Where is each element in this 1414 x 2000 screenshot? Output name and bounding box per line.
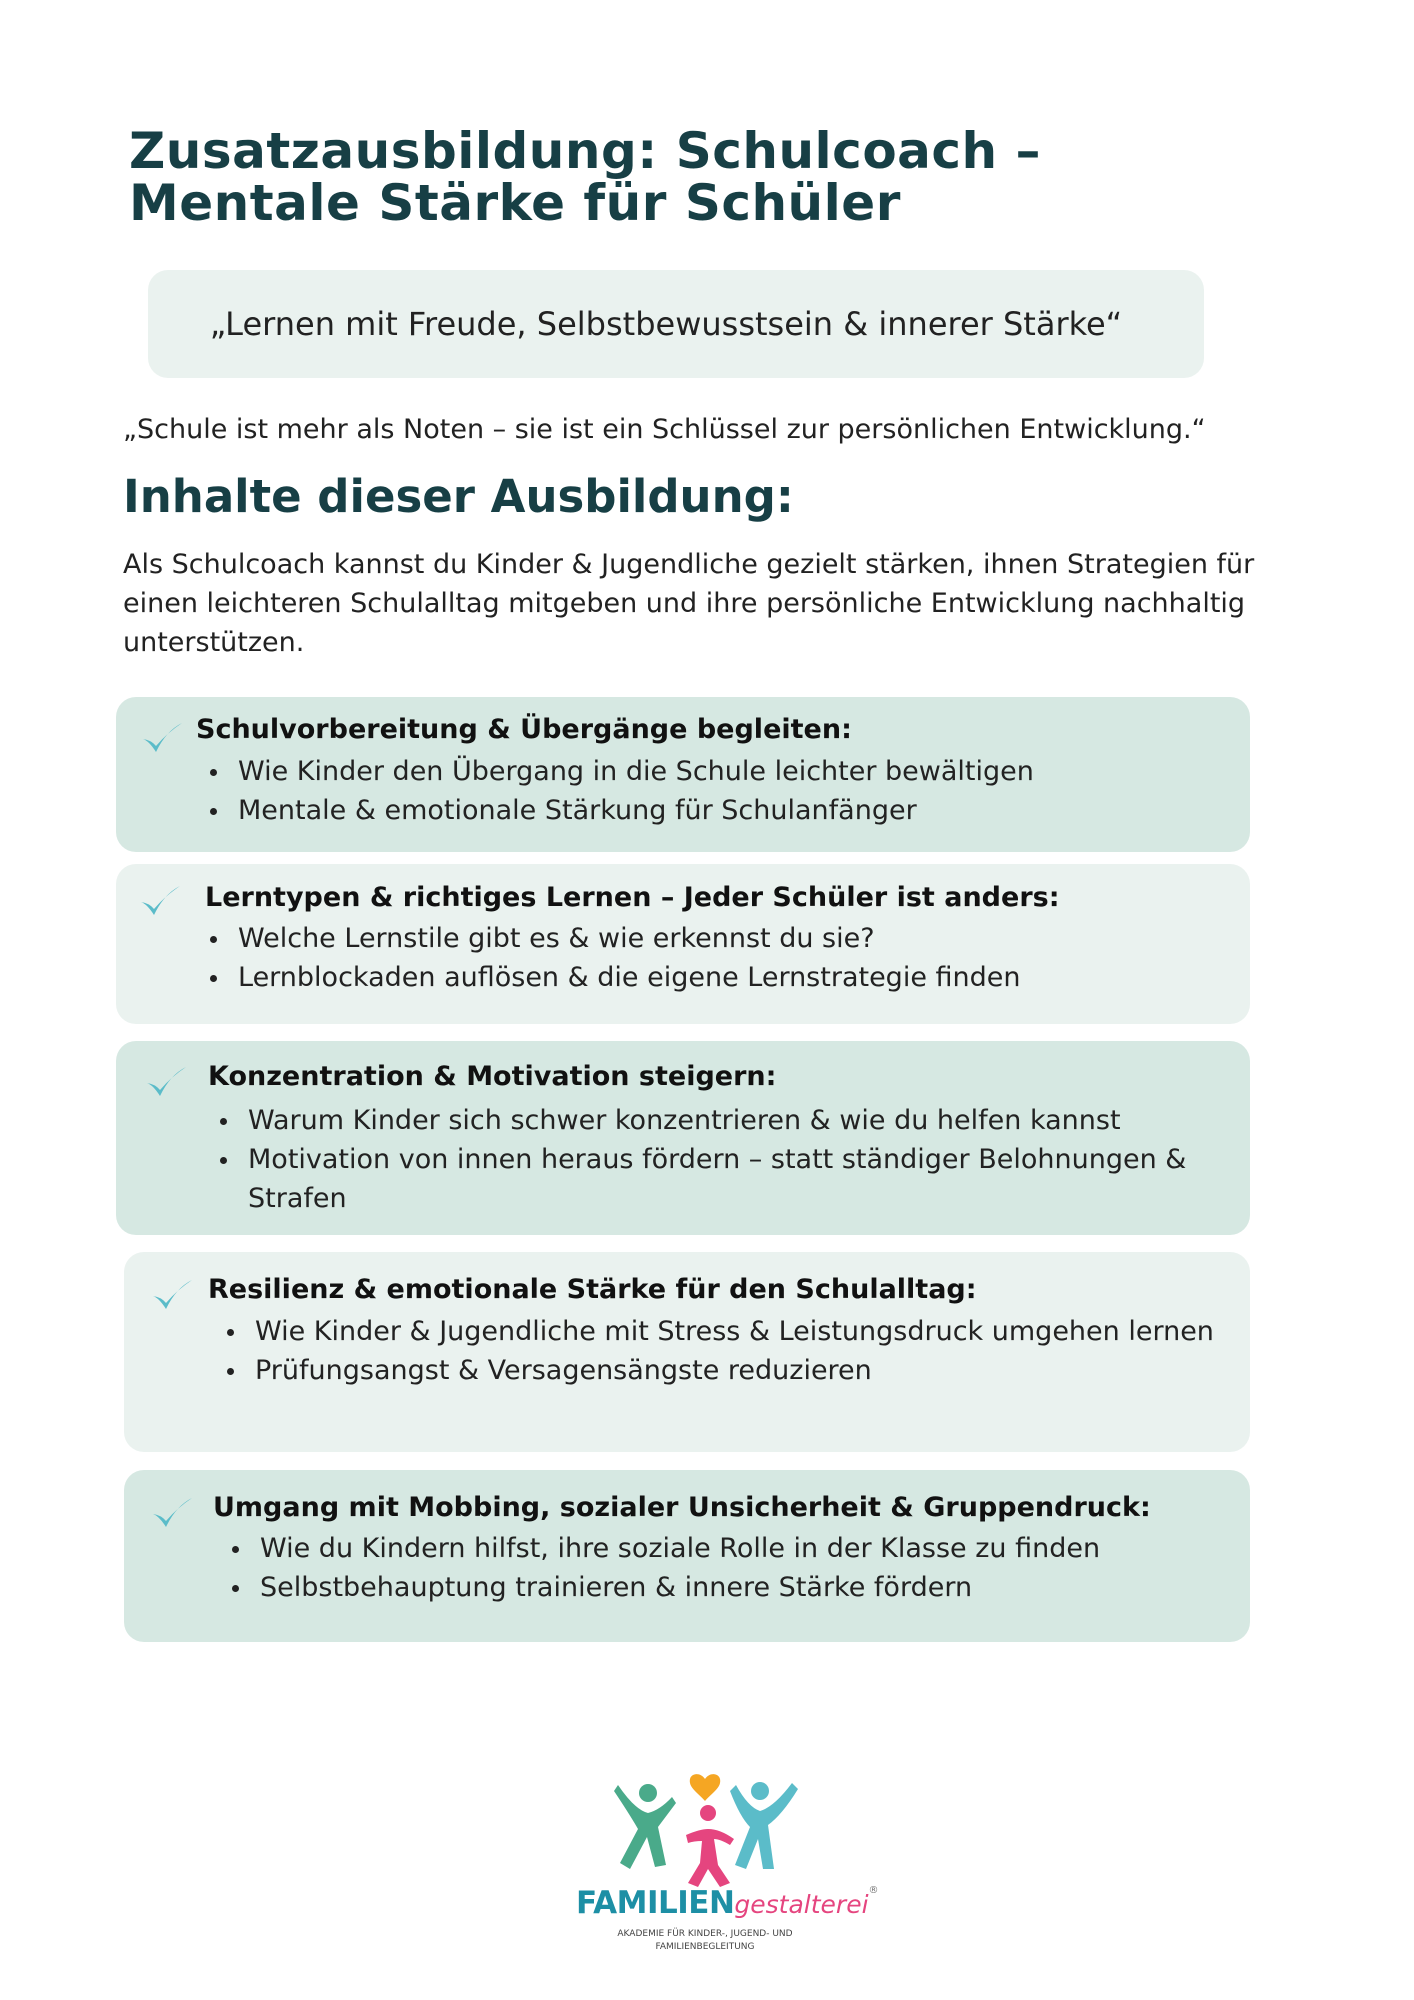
- module-card: [124, 1470, 1250, 1642]
- quote: „Schule ist mehr als Noten – sie ist ein Schlüssel zur persönlichen Entwicklung.“: [123, 414, 1206, 445]
- checkmark-icon: [150, 1496, 194, 1530]
- tagline: „Lernen mit Freude, Selbstbewusstsein & innerer Stärke“: [209, 305, 1123, 343]
- logo-subtitle-line: FAMILIENBEGLEITUNG: [655, 1942, 755, 1952]
- module-card: [124, 1252, 1250, 1452]
- bullet-list: [204, 919, 1224, 997]
- tagline-box: [148, 270, 1204, 378]
- logo-wordmark: [576, 1885, 879, 1921]
- module-title: Resilienz & emotionale Stärke für den Schulalltag:: [208, 1274, 977, 1305]
- list-item: Mentale & emotionale Stärkung für Schulanfänger: [204, 791, 1224, 830]
- list-item: Lernblockaden auflösen & die eigene Lernstrategie finden: [204, 958, 1224, 997]
- list-item: Prüfungsangst & Versagensängste reduzieren: [221, 1351, 1231, 1390]
- checkmark-icon: [138, 884, 182, 918]
- module-title: Schulvorbereitung & Übergänge begleiten:: [196, 714, 852, 745]
- module-title: Lerntypen & richtiges Lernen – Jeder Schüler ist anders:: [205, 882, 1060, 913]
- module-card: [116, 1041, 1250, 1235]
- module-card: [116, 864, 1250, 1024]
- bullet-list: [221, 1312, 1231, 1390]
- module-title: Umgang mit Mobbing, sozialer Unsicherheit & Gruppendruck:: [213, 1492, 1151, 1523]
- list-item: Selbstbehauptung trainieren & innere Stärke fördern: [226, 1568, 1236, 1607]
- list-item: Wie du Kindern hilfst, ihre soziale Rolle in der Klasse zu finden: [226, 1529, 1236, 1568]
- list-item: Welche Lernstile gibt es & wie erkennst du sie?: [204, 919, 1224, 958]
- module-title: Konzentration & Motivation steigern:: [208, 1061, 777, 1092]
- list-item: Motivation von innen heraus fördern – statt ständiger Belohnungen & Strafen: [214, 1140, 1234, 1218]
- logo-brand-script: gestalterei: [734, 1890, 869, 1919]
- logo-brand-main: FAMILIEN: [576, 1885, 735, 1921]
- page-title: Zusatzausbildung: Schulcoach – Mentale Stärke für Schüler: [129, 122, 1042, 232]
- logo-subtitle: [600, 1928, 810, 1954]
- bullet-list: [214, 1101, 1234, 1218]
- intro-paragraph: Als Schulcoach kannst du Kinder & Jugendliche gezielt stärken, ihnen Strategien für einen leichteren Schulalltag mitgeben und ihre persönliche Entwicklung nachhaltig unterstützen.: [123, 549, 1255, 658]
- logo-subtitle-line: AKADEMIE FÜR KINDER-, JUGEND- UND: [617, 1929, 793, 1939]
- registered-mark: ®: [868, 1885, 879, 1896]
- bullet-list: [204, 752, 1224, 830]
- checkmark-icon: [144, 1065, 188, 1099]
- module-card: [116, 697, 1250, 852]
- bullet-list: [226, 1529, 1236, 1607]
- list-item: Warum Kinder sich schwer konzentrieren & wie du helfen kannst: [214, 1101, 1234, 1140]
- checkmark-icon: [140, 721, 184, 755]
- section-heading: Inhalte dieser Ausbildung:: [123, 470, 794, 523]
- list-item: Wie Kinder den Übergang in die Schule leichter bewältigen: [204, 752, 1224, 791]
- checkmark-icon: [150, 1278, 194, 1312]
- list-item: Wie Kinder & Jugendliche mit Stress & Leistungsdruck umgehen lernen: [221, 1312, 1231, 1351]
